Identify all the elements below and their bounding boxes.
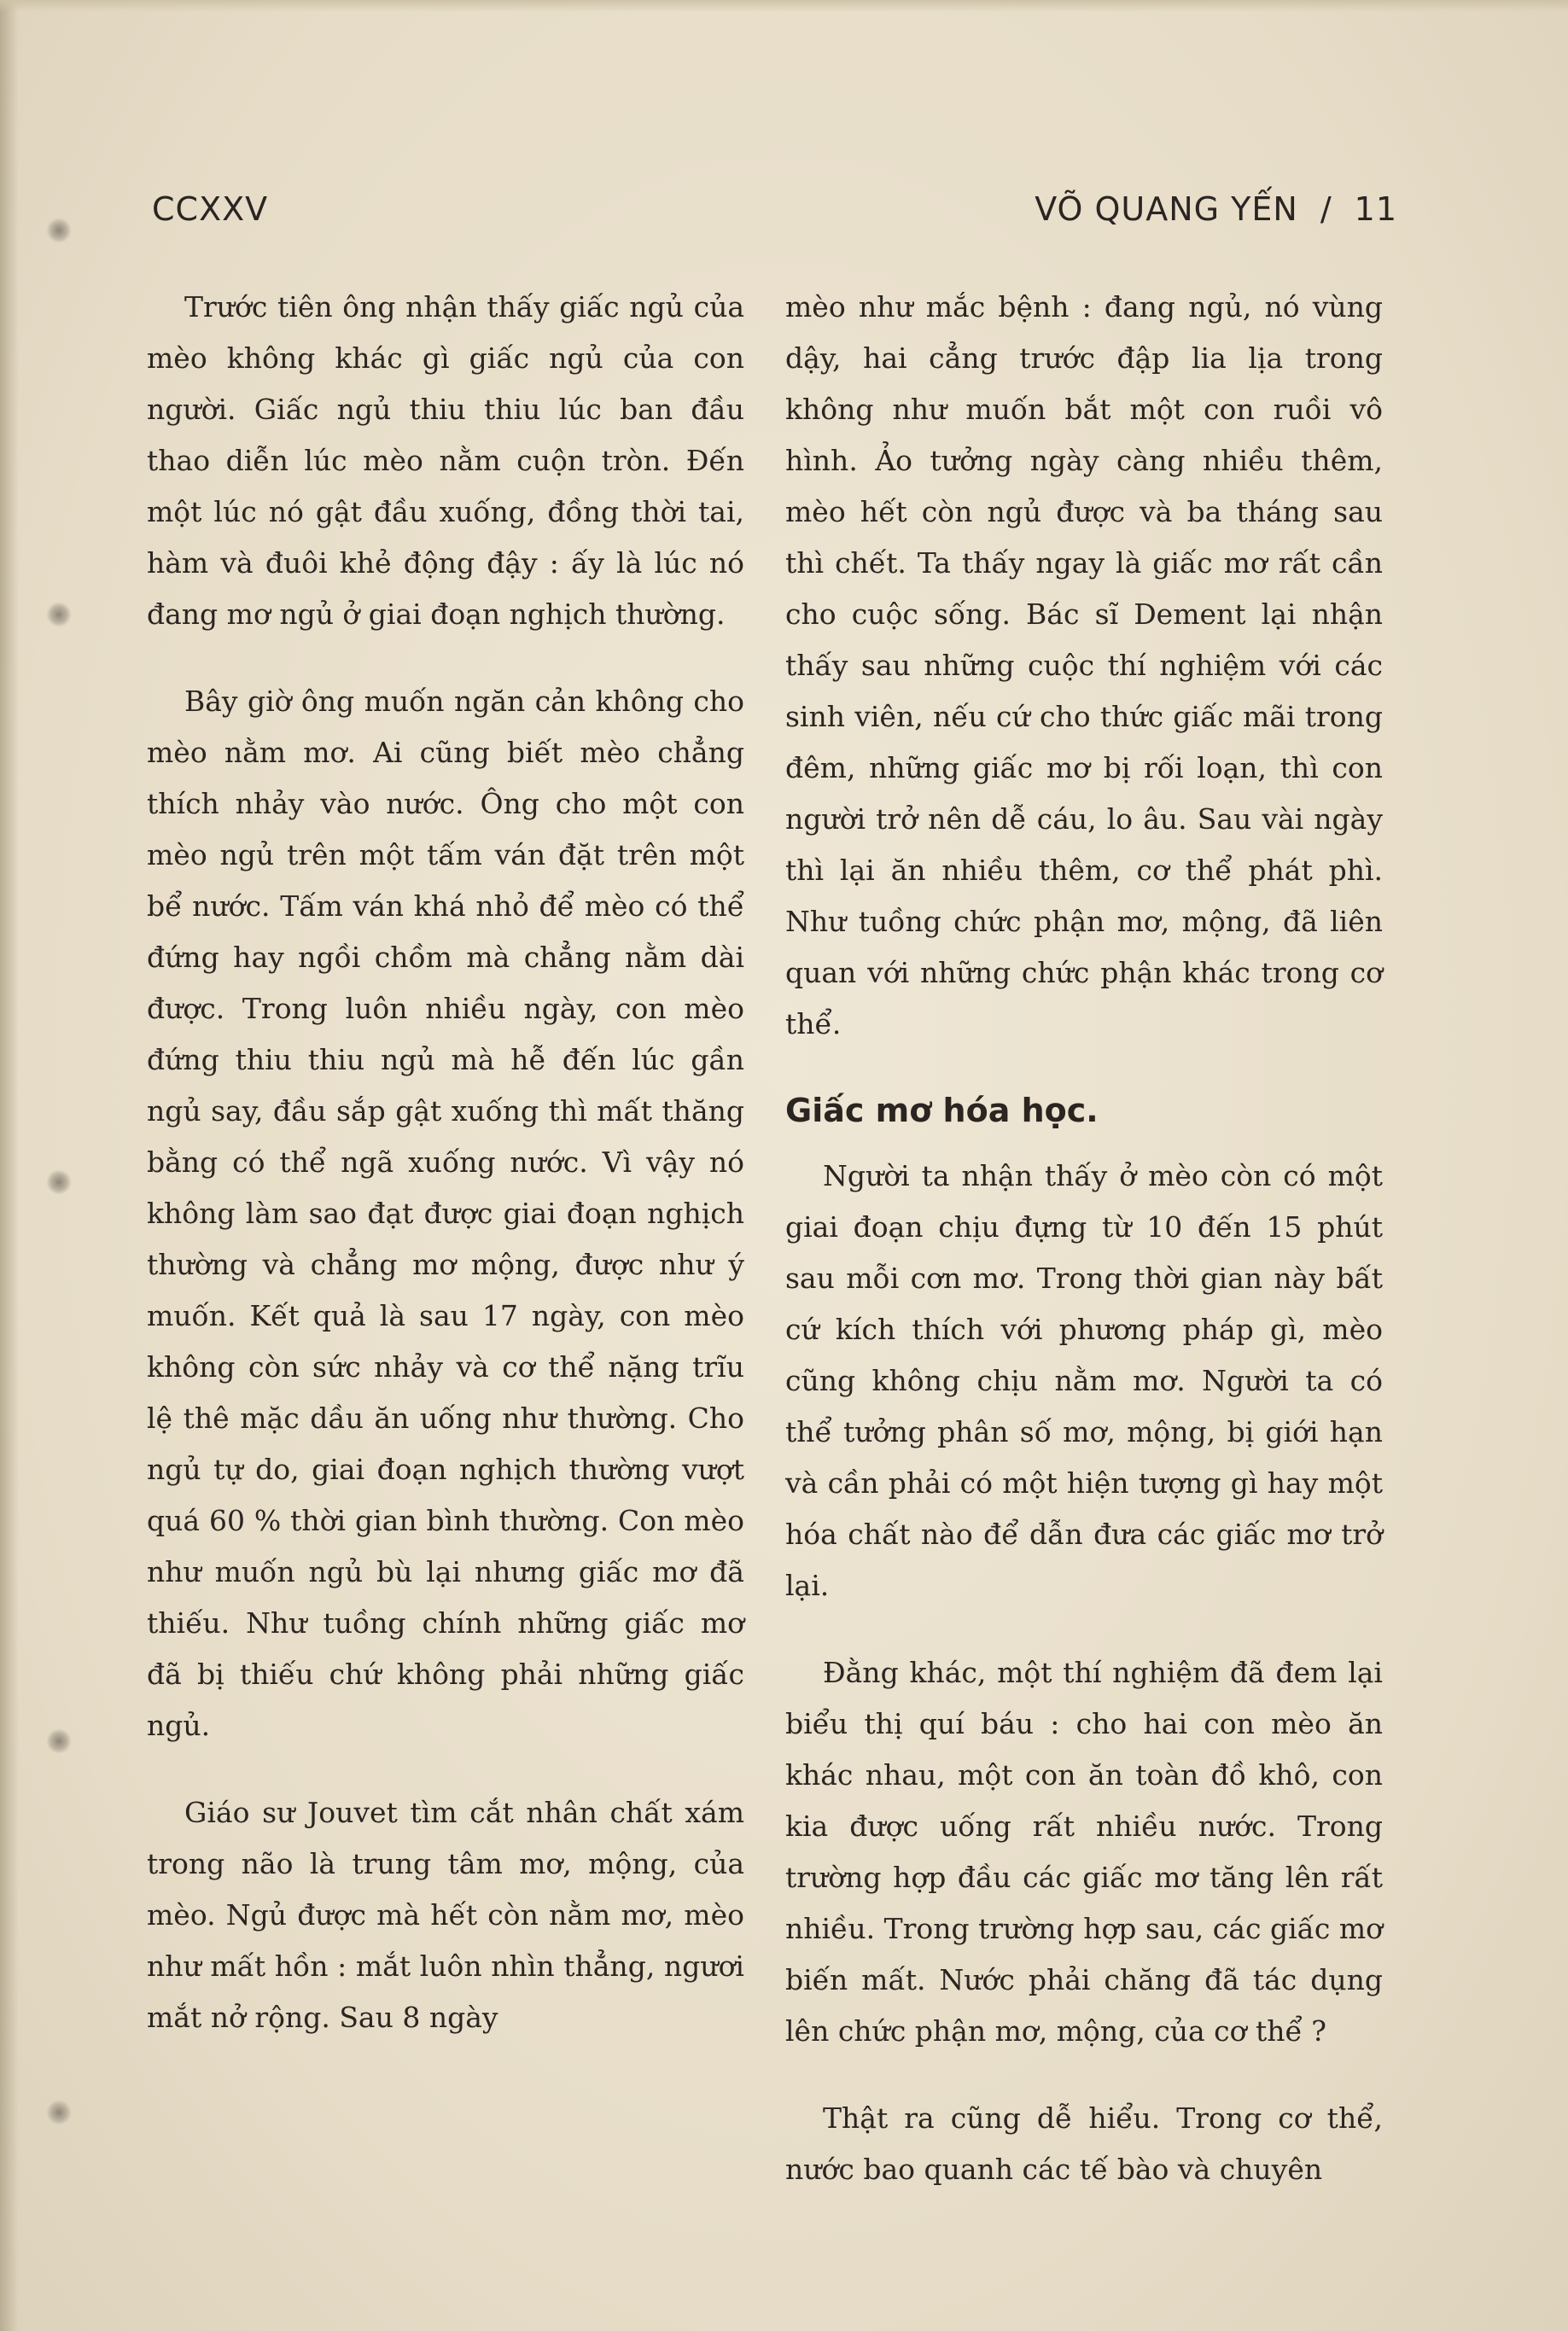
running-header xyxy=(152,184,1397,235)
binding-hole xyxy=(46,1728,72,1754)
page-edge-shadow xyxy=(0,0,19,2331)
binding-hole xyxy=(46,1169,72,1195)
binding-hole xyxy=(46,602,72,627)
left-column xyxy=(147,282,744,2079)
issue-number: CCXXV xyxy=(152,190,269,228)
section-heading: Giấc mơ hóa học. xyxy=(785,1092,1099,1129)
paragraph: Thật ra cũng dễ hiểu. Trong cơ thể, nước bao quanh các tế bào và chuyên xyxy=(785,2101,1383,2186)
paragraph: mèo như mắc bệnh : đang ngủ, nó vùng dậy, hai cẳng trước đập lia lịa trong không như muốn bắt một con ruồi vô hình. Ảo tưởng ngày càng nhiều thêm, mèo hết còn ngủ được và ba tháng sau thì chết. Ta thấy ngay là giấc mơ rất cần cho cuộc sống. Bác sĩ Dement lại nhận thấy sau những cuộc thí nghiệm với các sinh viên, nếu cứ cho thức giấc mãi trong đêm, những giấc mơ bị rối loạn, thì con người trở nên dễ cáu, lo âu. Sau vài ngày thì lại ăn nhiều thêm, cơ thể phát phì. Như tuồng chức phận mơ, mộng, đã liên quan với những chức phận khác trong cơ thể. xyxy=(785,290,1383,1040)
header-separator: / xyxy=(1320,190,1332,228)
binding-hole xyxy=(46,218,72,243)
paragraph: Trước tiên ông nhận thấy giấc ngủ của mèo không khác gì giấc ngủ của con người. Giấc ngủ thiu thiu lúc ban đầu thao diễn lúc mèo nằm cuộn tròn. Đến một lúc nó gật đầu xuống, đồng thời tai, hàm và đuôi khẻ động đậy : ấy là lúc nó đang mơ ngủ ở giai đoạn nghịch thường. xyxy=(147,290,744,631)
paragraph: Giáo sư Jouvet tìm cắt nhân chất xám trong não là trung tâm mơ, mộng, của mèo. Ngủ được mà hết còn nằm mơ, mèo như mất hồn : mắt luôn nhìn thẳng, ngươi mắt nở rộng. Sau 8 ngày xyxy=(147,1796,744,2034)
paragraph: Đằng khác, một thí nghiệm đã đem lại biểu thị quí báu : cho hai con mèo ăn khác nhau, một con ăn toàn đồ khô, con kia được uống rất nhiều nước. Trong trường hợp đầu các giấc mơ tăng lên rất nhiều. Trong trường hợp sau, các giấc mơ biến mất. Nước phải chăng đã tác dụng lên chức phận mơ, mộng, của cơ thể ? xyxy=(785,1656,1383,2048)
paragraph: Bây giờ ông muốn ngăn cản không cho mèo nằm mơ. Ai cũng biết mèo chẳng thích nhảy vào nước. Ông cho một con mèo ngủ trên một tấm ván đặt trên một bể nước. Tấm ván khá nhỏ để mèo có thể đứng hay ngồi chồm mà chẳng nằm dài được. Trong luôn nhiều ngày, con mèo đứng thiu thiu ngủ mà hễ đến lúc gần ngủ say, đầu sắp gật xuống thì mất thăng bằng có thể ngã xuống nước. Vì vậy nó không làm sao đạt được giai đoạn nghịch thường và chẳng mơ mộng, được như ý muốn. Kết quả là sau 17 ngày, con mèo không còn sức nhảy và cơ thể nặng trĩu lệ thê mặc dầu ăn uống như thường. Cho ngủ tự do, giai đoạn nghịch thường vượt quá 60 % thời gian bình thường. Con mèo như muốn ngủ bù lại nhưng giấc mơ đã thiếu. Như tuồng chính những giấc mơ đã bị thiếu chứ không phải những giấc ngủ. xyxy=(147,685,744,1742)
page-top-edge xyxy=(0,0,1568,12)
author-name: VÕ QUANG YẾN xyxy=(1035,190,1298,228)
binding-hole xyxy=(46,2100,72,2125)
paragraph: Người ta nhận thấy ở mèo còn có một giai đoạn chịu đựng từ 10 đến 15 phút sau mỗi cơn mơ. Trong thời gian này bất cứ kích thích với phương pháp gì, mèo cũng không chịu nằm mơ. Người ta có thể tưởng phân số mơ, mộng, bị giới hạn và cần phải có một hiện tượng gì hay một hóa chất nào để dẫn đưa các giấc mơ trở lại. xyxy=(785,1159,1383,1602)
header-right xyxy=(1035,190,1397,228)
right-column xyxy=(785,282,1383,2231)
page-number: 11 xyxy=(1354,190,1397,228)
